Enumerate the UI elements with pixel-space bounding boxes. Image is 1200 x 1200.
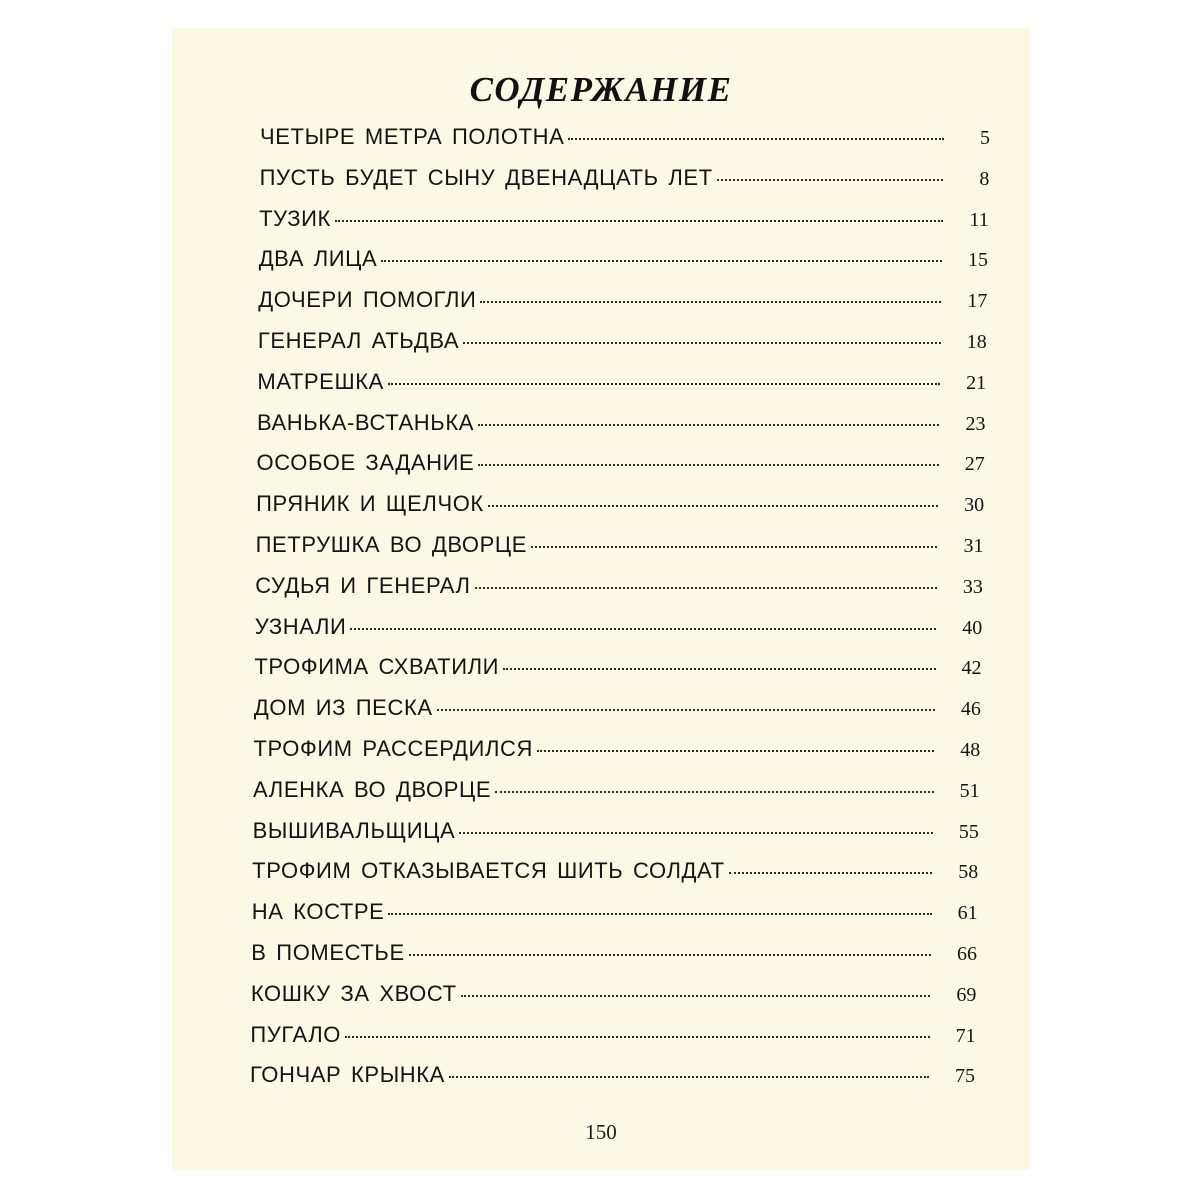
toc-entry-title: ВАНЬКА-ВСТАНЬКА xyxy=(256,409,475,435)
dot-leader xyxy=(568,138,944,140)
toc-entry-title: ПУСТЬ БУДЕТ СЫНУ ДВЕНАДЦАТЬ ЛЕТ xyxy=(259,164,713,190)
toc-entry-title: КОШКУ ЗА ХВОСТ xyxy=(250,980,457,1006)
toc-entry-page: 17 xyxy=(967,290,988,313)
toc-entry xyxy=(260,165,990,195)
dot-leader xyxy=(478,464,939,466)
toc-entry xyxy=(250,1062,975,1092)
toc-entry-page: 58 xyxy=(958,861,979,884)
dot-leader xyxy=(717,179,944,181)
toc-entry-title: ТРОФИМ РАССЕРДИЛСЯ xyxy=(253,736,533,761)
toc-entry-page: 48 xyxy=(960,739,981,761)
toc-entry xyxy=(257,369,986,399)
dot-leader xyxy=(388,383,940,385)
toc-entry-title: ДОМ ИЗ ПЕСКА xyxy=(253,695,433,721)
toc-entry-page: 51 xyxy=(959,779,980,802)
toc-entry-title: МАТРЕШКА xyxy=(257,368,384,394)
toc-entry xyxy=(256,532,984,562)
dot-leader xyxy=(478,424,939,426)
toc-entry-page: 8 xyxy=(979,167,990,190)
dot-leader xyxy=(345,1036,930,1038)
dot-leader xyxy=(531,546,937,548)
toc-entry xyxy=(252,899,978,929)
toc-entry-title: ЧЕТЫРЕ МЕТРА ПОЛОТНА xyxy=(260,124,565,149)
toc-entry xyxy=(255,614,982,644)
dot-leader xyxy=(350,628,936,630)
toc-entry xyxy=(257,410,985,440)
toc-entry-page: 30 xyxy=(964,494,985,517)
toc-entry-page: 31 xyxy=(963,535,984,557)
toc-entry-title: ТУЗИК xyxy=(259,205,331,231)
toc-entry xyxy=(254,654,981,684)
toc-entry-title: В ПОМЕСТЬЕ xyxy=(251,940,405,965)
toc-entry-title: ПРЯНИК И ЩЕЛЧОК xyxy=(256,491,484,517)
dot-leader xyxy=(459,832,933,834)
dot-leader xyxy=(409,954,931,956)
toc-entry-title: ДОЧЕРИ ПОМОГЛИ xyxy=(258,287,477,313)
toc-entry xyxy=(251,940,977,970)
dot-leader xyxy=(463,342,941,344)
toc-entry-page: 61 xyxy=(957,902,978,925)
toc-entry-page: 23 xyxy=(965,412,986,435)
toc-entry-page: 71 xyxy=(955,1024,976,1047)
toc-entry-title: ТРОФИМА СХВАТИЛИ xyxy=(254,654,500,680)
toc-entry-page: 69 xyxy=(956,983,977,1006)
dot-leader xyxy=(475,587,937,589)
toc-entry-title: ДВА ЛИЦА xyxy=(258,246,378,272)
toc-entry xyxy=(258,328,987,358)
toc-entry xyxy=(258,287,987,317)
toc-entry-title: ВЫШИВАЛЬЩИЦА xyxy=(252,817,456,843)
toc-entry-title: ГОНЧАР КРЫНКА xyxy=(250,1062,445,1088)
toc-entry xyxy=(253,736,980,766)
toc-entry-page: 55 xyxy=(958,820,979,843)
dot-leader xyxy=(729,872,933,874)
toc-entry-title: ГЕНЕРАЛ АТЬДВА xyxy=(257,328,460,353)
toc-entry-title: СУДЬЯ И ГЕНЕРАЛ xyxy=(255,572,471,598)
dot-leader xyxy=(381,260,942,262)
dot-leader xyxy=(388,913,931,915)
toc-entry-page: 11 xyxy=(969,208,989,231)
toc-entry xyxy=(260,124,990,154)
toc-entry-page: 33 xyxy=(962,575,983,598)
toc-entry-page: 21 xyxy=(966,371,987,394)
dot-leader xyxy=(461,995,931,997)
toc-entry-page: 15 xyxy=(968,249,989,272)
dot-leader xyxy=(495,791,933,793)
toc-entry xyxy=(254,695,981,725)
toc-entry-title: ПУГАЛО xyxy=(250,1021,341,1047)
toc-entry xyxy=(252,858,978,888)
dot-leader xyxy=(480,301,941,303)
toc-entry xyxy=(250,1022,975,1052)
toc-entry xyxy=(256,491,984,521)
toc-entry-page: 66 xyxy=(956,943,977,965)
toc-entry-page: 18 xyxy=(966,331,987,353)
toc-entry xyxy=(255,573,983,603)
toc-entry-page: 27 xyxy=(964,453,985,476)
dot-leader xyxy=(437,709,935,711)
dot-leader xyxy=(488,505,938,507)
book-page xyxy=(172,28,1030,1170)
page-title: СОДЕРЖАНИЕ xyxy=(469,70,733,109)
toc-entry-title: ТРОФИМ ОТКАЗЫВАЕТСЯ ШИТЬ СОЛДАТ xyxy=(252,858,725,884)
toc-entry-title: УЗНАЛИ xyxy=(254,613,347,639)
toc-entry xyxy=(257,450,985,480)
toc-entry-title: ПЕТРУШКА ВО ДВОРЦЕ xyxy=(255,532,528,557)
dot-leader xyxy=(537,750,934,752)
toc-entry xyxy=(259,206,989,236)
toc-entry-page: 46 xyxy=(960,698,981,721)
toc-entry-title: ОСОБОЕ ЗАДАНИЕ xyxy=(256,450,475,476)
toc-entry xyxy=(251,981,976,1011)
dot-leader xyxy=(449,1076,929,1078)
toc-entry-page: 75 xyxy=(955,1065,975,1088)
toc-entry xyxy=(253,818,979,848)
toc-entry xyxy=(253,777,980,807)
toc-entry-page: 42 xyxy=(961,657,982,680)
toc-entry-title: АЛЕНКА ВО ДВОРЦЕ xyxy=(253,776,492,802)
dot-leader xyxy=(335,220,943,222)
toc-entry-page: 40 xyxy=(962,616,983,639)
toc-entry xyxy=(259,246,988,276)
toc-entry-page: 5 xyxy=(980,127,990,149)
toc-entry-title: НА КОСТРЕ xyxy=(251,899,385,925)
page-number: 150 xyxy=(585,1120,617,1144)
dot-leader xyxy=(503,668,935,670)
